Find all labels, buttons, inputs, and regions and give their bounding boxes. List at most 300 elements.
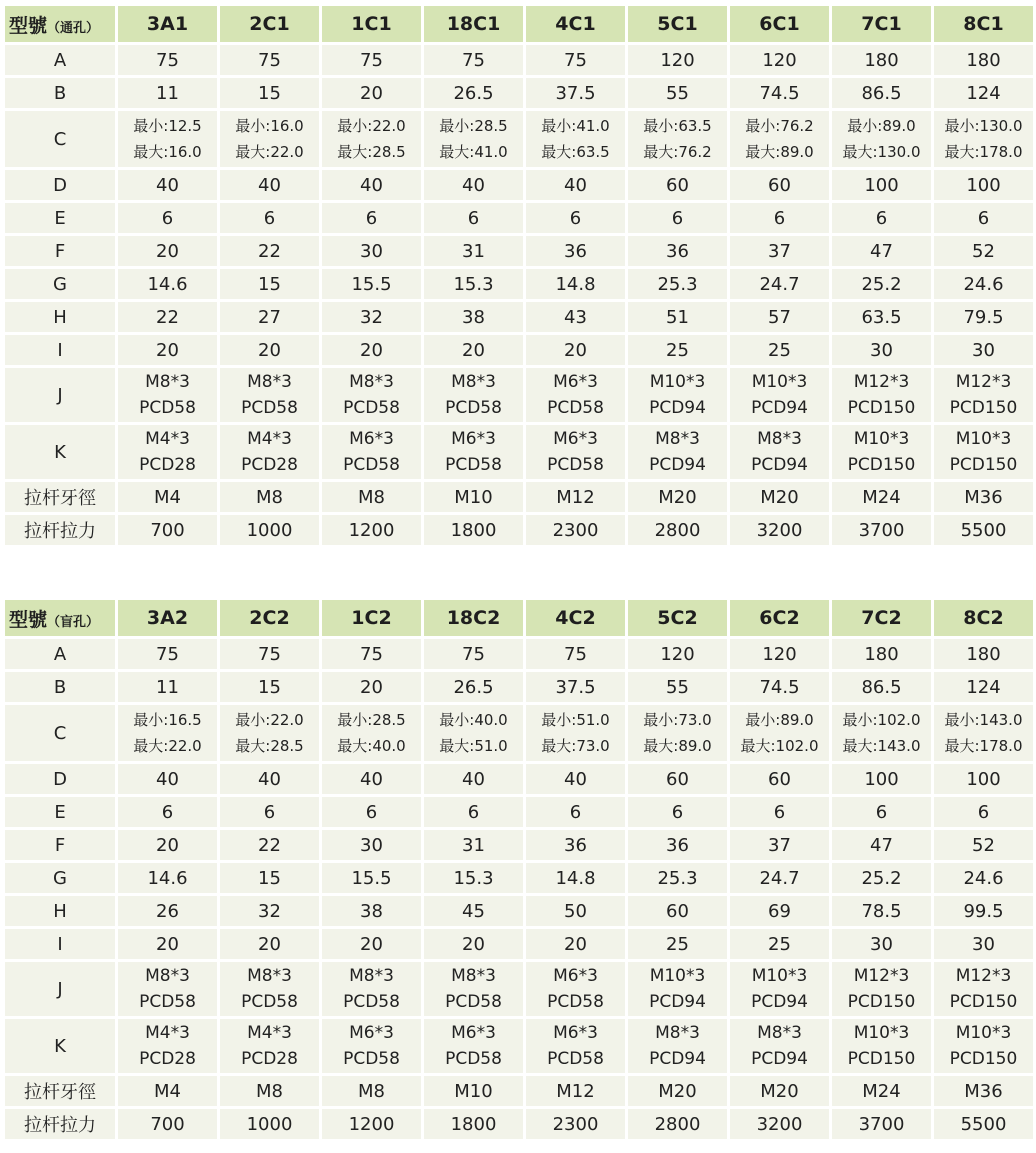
table-cell: 31 bbox=[424, 830, 523, 860]
table-cell bbox=[730, 368, 829, 422]
cell-line: 最小:63.5 bbox=[643, 117, 712, 135]
table-cell bbox=[424, 962, 523, 1016]
table-row bbox=[5, 482, 1033, 512]
cell-line: M8*3 bbox=[451, 372, 496, 392]
model-header: 1C2 bbox=[322, 600, 421, 636]
table-cell bbox=[730, 1019, 829, 1073]
row-label: K bbox=[5, 425, 115, 479]
cell-line: PCD58 bbox=[241, 398, 298, 418]
row-label: F bbox=[5, 830, 115, 860]
cell-line: PCD94 bbox=[751, 398, 808, 418]
table-cell bbox=[322, 425, 421, 479]
table-cell: 36 bbox=[526, 236, 625, 266]
cell-line: M10*3 bbox=[853, 1023, 910, 1043]
table-cell: 3200 bbox=[730, 515, 829, 545]
table-cell: 22 bbox=[220, 830, 319, 860]
cell-line: 最大:89.0 bbox=[643, 737, 712, 755]
table-cell: 40 bbox=[322, 764, 421, 794]
cell-line: PCD28 bbox=[139, 455, 196, 475]
table-cell: 75 bbox=[220, 639, 319, 669]
cell-line: PCD94 bbox=[751, 992, 808, 1012]
table-cell: 6 bbox=[220, 797, 319, 827]
header-row bbox=[5, 6, 1033, 42]
table-row bbox=[5, 830, 1033, 860]
table-cell: M36 bbox=[934, 1076, 1033, 1106]
table-cell: 3700 bbox=[832, 515, 931, 545]
table-cell: 20 bbox=[322, 78, 421, 108]
table-cell: M10 bbox=[424, 1076, 523, 1106]
table-cell bbox=[118, 1019, 217, 1073]
table-cell: 20 bbox=[424, 929, 523, 959]
cell-line: PCD58 bbox=[139, 398, 196, 418]
table-cell bbox=[730, 425, 829, 479]
table-cell: 40 bbox=[526, 170, 625, 200]
row-label: H bbox=[5, 302, 115, 332]
table-cell: 32 bbox=[220, 896, 319, 926]
table-cell bbox=[118, 425, 217, 479]
row-label: F bbox=[5, 236, 115, 266]
table-cell: M4 bbox=[118, 482, 217, 512]
table-cell bbox=[730, 705, 829, 761]
table-cell: 52 bbox=[934, 236, 1033, 266]
table-cell bbox=[934, 1019, 1033, 1073]
table-cell bbox=[322, 705, 421, 761]
table-cell: M8 bbox=[322, 482, 421, 512]
cell-line: 最大:178.0 bbox=[944, 737, 1023, 755]
table-row bbox=[5, 45, 1033, 75]
cell-line: M8*3 bbox=[145, 372, 190, 392]
cell-line: 最大:89.0 bbox=[745, 143, 814, 161]
corner-main: 型號 bbox=[9, 608, 48, 631]
row-label: 拉杆牙徑 bbox=[5, 482, 115, 512]
cell-line: PCD150 bbox=[949, 455, 1018, 475]
table-cell: 37 bbox=[730, 236, 829, 266]
table-row bbox=[5, 368, 1033, 422]
table-cell: M8 bbox=[322, 1076, 421, 1106]
cell-line: M6*3 bbox=[451, 1023, 496, 1043]
row-label: C bbox=[5, 705, 115, 761]
row-label: B bbox=[5, 78, 115, 108]
cell-line: M4*3 bbox=[145, 429, 190, 449]
table-cell: 22 bbox=[118, 302, 217, 332]
cell-line: 最大:22.0 bbox=[235, 143, 304, 161]
cell-line: 最大:28.5 bbox=[235, 737, 304, 755]
cell-line: M6*3 bbox=[553, 372, 598, 392]
row-label: K bbox=[5, 1019, 115, 1073]
model-header: 6C1 bbox=[730, 6, 829, 42]
table-row bbox=[5, 1109, 1033, 1139]
cell-line: PCD94 bbox=[649, 398, 706, 418]
table-cell: 6 bbox=[322, 797, 421, 827]
cell-line: 最大:28.5 bbox=[337, 143, 406, 161]
cell-line: 最小:22.0 bbox=[337, 117, 406, 135]
table-cell: 6 bbox=[628, 797, 727, 827]
table-cell bbox=[424, 1019, 523, 1073]
table-row bbox=[5, 797, 1033, 827]
cell-line: 最大:40.0 bbox=[337, 737, 406, 755]
table-cell: 60 bbox=[628, 764, 727, 794]
model-header: 1C1 bbox=[322, 6, 421, 42]
table-cell bbox=[322, 962, 421, 1016]
table-cell: 43 bbox=[526, 302, 625, 332]
table-cell: 22 bbox=[220, 236, 319, 266]
table-cell: 15.5 bbox=[322, 863, 421, 893]
table-row bbox=[5, 672, 1033, 702]
table-cell: 78.5 bbox=[832, 896, 931, 926]
table-cell bbox=[730, 111, 829, 167]
table-cell: M24 bbox=[832, 1076, 931, 1106]
cell-line: 最小:16.0 bbox=[235, 117, 304, 135]
row-label: E bbox=[5, 203, 115, 233]
cell-line: PCD94 bbox=[649, 1049, 706, 1069]
table-cell: M24 bbox=[832, 482, 931, 512]
table-cell: 74.5 bbox=[730, 672, 829, 702]
table-cell: 36 bbox=[526, 830, 625, 860]
cell-line: PCD150 bbox=[847, 1049, 916, 1069]
row-label: C bbox=[5, 111, 115, 167]
table-cell: 2300 bbox=[526, 1109, 625, 1139]
table-row bbox=[5, 203, 1033, 233]
table-cell: 6 bbox=[424, 797, 523, 827]
table-cell: 180 bbox=[934, 639, 1033, 669]
model-header: 3A1 bbox=[118, 6, 217, 42]
table-cell: 11 bbox=[118, 672, 217, 702]
table-cell: 40 bbox=[526, 764, 625, 794]
table-cell: 55 bbox=[628, 672, 727, 702]
table-cell: 1800 bbox=[424, 1109, 523, 1139]
table-row bbox=[5, 764, 1033, 794]
cell-line: M8*3 bbox=[349, 966, 394, 986]
table-cell: 75 bbox=[322, 639, 421, 669]
table-row bbox=[5, 929, 1033, 959]
cell-line: 最大:178.0 bbox=[944, 143, 1023, 161]
table-row bbox=[5, 170, 1033, 200]
cell-line: 最大:22.0 bbox=[133, 737, 202, 755]
table-cell: 75 bbox=[322, 45, 421, 75]
model-header: 8C1 bbox=[934, 6, 1033, 42]
table-cell: 37.5 bbox=[526, 672, 625, 702]
table-cell: 86.5 bbox=[832, 78, 931, 108]
cell-line: PCD150 bbox=[847, 398, 916, 418]
table-cell: M8 bbox=[220, 1076, 319, 1106]
table-cell: 20 bbox=[220, 929, 319, 959]
table-cell: 31 bbox=[424, 236, 523, 266]
cell-line: 最小:89.0 bbox=[847, 117, 916, 135]
table-cell: 75 bbox=[118, 45, 217, 75]
cell-line: M10*3 bbox=[853, 429, 910, 449]
table-cell: 20 bbox=[424, 335, 523, 365]
table-cell: M20 bbox=[730, 1076, 829, 1106]
cell-line: 最小:22.0 bbox=[235, 711, 304, 729]
table-cell bbox=[934, 705, 1033, 761]
table-row bbox=[5, 111, 1033, 167]
row-label: D bbox=[5, 764, 115, 794]
cell-line: 最大:76.2 bbox=[643, 143, 712, 161]
row-label: 拉杆拉力 bbox=[5, 1109, 115, 1139]
table-cell: 6 bbox=[526, 203, 625, 233]
cell-line: 最小:28.5 bbox=[337, 711, 406, 729]
table-row bbox=[5, 705, 1033, 761]
table-cell: 14.6 bbox=[118, 863, 217, 893]
table-cell bbox=[118, 111, 217, 167]
table-cell: 25.2 bbox=[832, 863, 931, 893]
table-cell: 24.6 bbox=[934, 863, 1033, 893]
table-cell bbox=[322, 368, 421, 422]
cell-line: M10*3 bbox=[955, 1023, 1012, 1043]
table-cell: 52 bbox=[934, 830, 1033, 860]
cell-line: 最大:143.0 bbox=[842, 737, 921, 755]
cell-line: PCD58 bbox=[343, 1049, 400, 1069]
table-cell: 15.3 bbox=[424, 269, 523, 299]
table-cell: M10 bbox=[424, 482, 523, 512]
table-cell: 86.5 bbox=[832, 672, 931, 702]
table-cell: 20 bbox=[118, 236, 217, 266]
cell-line: 最大:41.0 bbox=[439, 143, 508, 161]
model-header: 6C2 bbox=[730, 600, 829, 636]
table-cell bbox=[220, 962, 319, 1016]
row-label: J bbox=[5, 962, 115, 1016]
header-row bbox=[5, 600, 1033, 636]
table-cell bbox=[628, 1019, 727, 1073]
cell-line: PCD58 bbox=[445, 455, 502, 475]
table-cell: 15.5 bbox=[322, 269, 421, 299]
table-cell: 24.6 bbox=[934, 269, 1033, 299]
table-cell bbox=[832, 368, 931, 422]
table-cell: 60 bbox=[730, 764, 829, 794]
model-header: 4C2 bbox=[526, 600, 625, 636]
row-label: H bbox=[5, 896, 115, 926]
cell-line: 最小:130.0 bbox=[944, 117, 1023, 135]
table-cell bbox=[832, 425, 931, 479]
table-cell: 14.8 bbox=[526, 863, 625, 893]
table-cell bbox=[628, 705, 727, 761]
cell-line: PCD150 bbox=[847, 992, 916, 1012]
model-header: 8C2 bbox=[934, 600, 1033, 636]
table-cell bbox=[526, 962, 625, 1016]
table-cell: 120 bbox=[730, 639, 829, 669]
cell-line: M8*3 bbox=[757, 1023, 802, 1043]
table-cell: 3700 bbox=[832, 1109, 931, 1139]
model-header: 5C1 bbox=[628, 6, 727, 42]
cell-line: M12*3 bbox=[955, 966, 1012, 986]
cell-line: M8*3 bbox=[655, 429, 700, 449]
cell-line: M8*3 bbox=[247, 966, 292, 986]
table-cell: 30 bbox=[934, 929, 1033, 959]
table-cell: 1000 bbox=[220, 1109, 319, 1139]
table-row bbox=[5, 1076, 1033, 1106]
cell-line: PCD58 bbox=[343, 992, 400, 1012]
table-cell: 6 bbox=[832, 203, 931, 233]
cell-line: M12*3 bbox=[955, 372, 1012, 392]
table-cell: 69 bbox=[730, 896, 829, 926]
table-cell: 20 bbox=[118, 929, 217, 959]
table-cell bbox=[832, 962, 931, 1016]
table-cell: 120 bbox=[730, 45, 829, 75]
cell-line: PCD28 bbox=[139, 1049, 196, 1069]
row-label: 拉杆拉力 bbox=[5, 515, 115, 545]
table-row bbox=[5, 962, 1033, 1016]
table-cell: 24.7 bbox=[730, 269, 829, 299]
table-cell: 5500 bbox=[934, 515, 1033, 545]
table-cell bbox=[220, 425, 319, 479]
table-cell bbox=[526, 1019, 625, 1073]
table-cell bbox=[220, 1019, 319, 1073]
cell-line: PCD58 bbox=[343, 455, 400, 475]
table-cell: M36 bbox=[934, 482, 1033, 512]
table-cell bbox=[934, 962, 1033, 1016]
cell-line: M6*3 bbox=[349, 429, 394, 449]
table-cell: 15 bbox=[220, 269, 319, 299]
table-cell: 5500 bbox=[934, 1109, 1033, 1139]
cell-line: PCD58 bbox=[547, 1049, 604, 1069]
table-cell: 6 bbox=[118, 797, 217, 827]
cell-line: M10*3 bbox=[649, 966, 706, 986]
table-cell: 55 bbox=[628, 78, 727, 108]
cell-line: M8*3 bbox=[247, 372, 292, 392]
cell-line: M6*3 bbox=[349, 1023, 394, 1043]
cell-line: PCD58 bbox=[343, 398, 400, 418]
cell-line: PCD58 bbox=[547, 992, 604, 1012]
cell-line: PCD150 bbox=[949, 398, 1018, 418]
table-cell: 40 bbox=[118, 764, 217, 794]
table-cell: 25.2 bbox=[832, 269, 931, 299]
cell-line: M6*3 bbox=[553, 966, 598, 986]
cell-line: M4*3 bbox=[145, 1023, 190, 1043]
cell-line: 最小:28.5 bbox=[439, 117, 508, 135]
table-cell: 51 bbox=[628, 302, 727, 332]
table-cell bbox=[220, 705, 319, 761]
row-label: A bbox=[5, 45, 115, 75]
table-cell: 50 bbox=[526, 896, 625, 926]
table-cell bbox=[628, 962, 727, 1016]
cell-line: 最小:143.0 bbox=[944, 711, 1023, 729]
table-cell: 60 bbox=[628, 896, 727, 926]
cell-line: M10*3 bbox=[955, 429, 1012, 449]
cell-line: 最小:51.0 bbox=[541, 711, 610, 729]
table-cell: 40 bbox=[424, 764, 523, 794]
cell-line: M12*3 bbox=[853, 966, 910, 986]
table-cell: 20 bbox=[322, 929, 421, 959]
cell-line: PCD150 bbox=[949, 1049, 1018, 1069]
table-cell: 100 bbox=[832, 764, 931, 794]
table-cell: 40 bbox=[220, 764, 319, 794]
cell-line: M8*3 bbox=[451, 966, 496, 986]
row-label: G bbox=[5, 863, 115, 893]
table-cell: 75 bbox=[118, 639, 217, 669]
cell-line: M6*3 bbox=[553, 429, 598, 449]
cell-line: PCD94 bbox=[649, 992, 706, 1012]
cell-line: PCD58 bbox=[547, 398, 604, 418]
table-cell: M20 bbox=[628, 1076, 727, 1106]
table-cell: 47 bbox=[832, 236, 931, 266]
table-cell: 20 bbox=[118, 335, 217, 365]
cell-line: PCD150 bbox=[949, 992, 1018, 1012]
table-cell bbox=[730, 962, 829, 1016]
table-cell: 30 bbox=[832, 929, 931, 959]
table-cell: 6 bbox=[934, 203, 1033, 233]
table-cell: 6 bbox=[832, 797, 931, 827]
table-cell: 47 bbox=[832, 830, 931, 860]
model-header: 3A2 bbox=[118, 600, 217, 636]
table-cell: 20 bbox=[322, 335, 421, 365]
table-cell: 180 bbox=[832, 45, 931, 75]
cell-line: M6*3 bbox=[553, 1023, 598, 1043]
model-header: 2C1 bbox=[220, 6, 319, 42]
cell-line: 最小:73.0 bbox=[643, 711, 712, 729]
corner-sub: （通孔） bbox=[47, 20, 100, 36]
table-cell: 99.5 bbox=[934, 896, 1033, 926]
row-label: G bbox=[5, 269, 115, 299]
table-cell: 20 bbox=[322, 672, 421, 702]
cell-line: 最大:73.0 bbox=[541, 737, 610, 755]
table-cell: 1000 bbox=[220, 515, 319, 545]
table-cell bbox=[628, 111, 727, 167]
model-header: 5C2 bbox=[628, 600, 727, 636]
table-cell: 40 bbox=[424, 170, 523, 200]
table-cell: 14.8 bbox=[526, 269, 625, 299]
table-cell: 25 bbox=[730, 929, 829, 959]
table-cell: 25.3 bbox=[628, 863, 727, 893]
cell-line: M8*3 bbox=[349, 372, 394, 392]
cell-line: 最大:16.0 bbox=[133, 143, 202, 161]
table-cell bbox=[118, 962, 217, 1016]
table-cell: 1200 bbox=[322, 515, 421, 545]
table-cell: 74.5 bbox=[730, 78, 829, 108]
table-cell bbox=[424, 368, 523, 422]
cell-line: 最大:51.0 bbox=[439, 737, 508, 755]
table-cell: 1800 bbox=[424, 515, 523, 545]
cell-line: PCD58 bbox=[445, 992, 502, 1012]
table-cell bbox=[526, 111, 625, 167]
cell-line: PCD94 bbox=[649, 455, 706, 475]
table-cell: 20 bbox=[220, 335, 319, 365]
cell-line: M10*3 bbox=[649, 372, 706, 392]
row-label: I bbox=[5, 335, 115, 365]
table-cell: 100 bbox=[832, 170, 931, 200]
table-cell: 38 bbox=[322, 896, 421, 926]
table-cell: 6 bbox=[628, 203, 727, 233]
table-cell: 15 bbox=[220, 863, 319, 893]
cell-line: 最小:89.0 bbox=[745, 711, 814, 729]
cell-line: PCD28 bbox=[241, 455, 298, 475]
table-cell: 75 bbox=[424, 45, 523, 75]
table-cell: 75 bbox=[220, 45, 319, 75]
table-cell bbox=[526, 368, 625, 422]
table-row bbox=[5, 863, 1033, 893]
table-cell: 75 bbox=[526, 45, 625, 75]
table-cell: 2800 bbox=[628, 515, 727, 545]
cell-line: PCD150 bbox=[847, 455, 916, 475]
model-header: 18C1 bbox=[424, 6, 523, 42]
row-label: I bbox=[5, 929, 115, 959]
table-cell bbox=[934, 111, 1033, 167]
table-cell: 124 bbox=[934, 78, 1033, 108]
table-cell: M8 bbox=[220, 482, 319, 512]
cell-line: 最大:130.0 bbox=[842, 143, 921, 161]
table-cell: 25 bbox=[628, 335, 727, 365]
cell-line: PCD28 bbox=[241, 1049, 298, 1069]
table-cell: M12 bbox=[526, 482, 625, 512]
table-cell: 1200 bbox=[322, 1109, 421, 1139]
cell-line: PCD58 bbox=[445, 398, 502, 418]
table-row bbox=[5, 78, 1033, 108]
table-cell bbox=[832, 111, 931, 167]
table-row bbox=[5, 896, 1033, 926]
table-cell: 30 bbox=[322, 830, 421, 860]
corner-label bbox=[5, 6, 115, 42]
table-cell bbox=[424, 425, 523, 479]
table-row bbox=[5, 269, 1033, 299]
